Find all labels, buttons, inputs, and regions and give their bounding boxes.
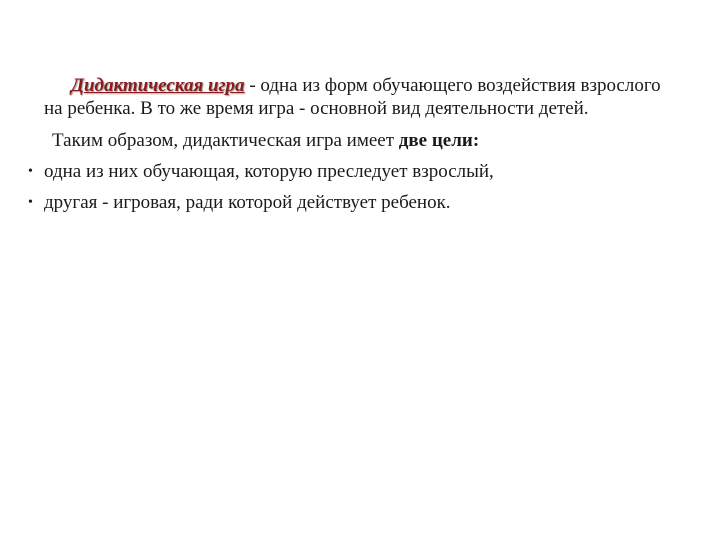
definition-term: Дидактическая игра xyxy=(71,75,245,96)
definition-text: - одна из форм обучающего воздействия взрослого на ребенка. В то же время игра - основной вид деятельности детей. xyxy=(44,75,661,119)
goals-list xyxy=(28,160,668,214)
bullet-icon: • xyxy=(28,195,33,210)
summary-paragraph xyxy=(28,129,668,152)
goal-text: одна из них обучающая, которую преследует взрослый, xyxy=(44,161,494,182)
slide-content xyxy=(28,74,668,222)
list-item xyxy=(28,160,668,183)
definition-paragraph xyxy=(28,74,668,120)
summary-text: Таким образом, дидактическая игра имеет xyxy=(52,130,399,151)
summary-emphasis: две цели: xyxy=(398,130,480,151)
goal-text: другая - игровая, ради которой действует ребенок. xyxy=(44,192,451,213)
list-item xyxy=(28,191,668,214)
bullet-icon: • xyxy=(28,164,33,179)
